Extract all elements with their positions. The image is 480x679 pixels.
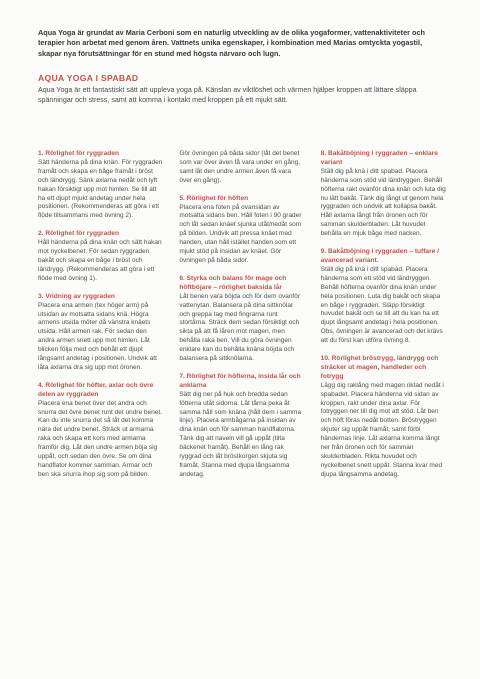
exercise-body: Sätt händerna på dina knän. För ryggraden framåt och skapa en båge framåt i bröst och ländrygg. Sänk axlarna nedåt och lyft hakan försiktigt upp mot himlen. Se till att ha ett djupt mjukt andetag under hela positionen. (Rekommenderas att göra i ett flöde tillsammans med övning 2).: [38, 158, 163, 220]
exercise-body: Lägg dig raklång med magen riktad nedåt i spabadet. Placera händerna vid sidan av kroppen, rakt under dina axlar. För fotryggen ner till dig mot att stöd. Låt ben och höft föras nedåt botten. Bröstryggen skjuter sig uppåt framåt, samt förbi händernas linje. Låt axlarna komma långt ner från öronen och för samman skulderbladen. Rikta huvudet och nyckelbenet snett uppåt. Stanna kvar med djupa långsamma andetag.: [320, 381, 444, 478]
column-2: [179, 150, 304, 489]
exercise-10: [321, 355, 446, 480]
exercise-body: Håll händerna på dina knän och sätt hakan mot nyckelbenet. För sedan ryggraden bakåt och skapa en båge i bröst och ländrygg. (Rekommenderas att göra i ett flöde med övning 1).: [38, 239, 162, 282]
exercise-title: 5. Rörlighet för höften: [179, 194, 249, 202]
section-body: Aqua Yoga är ett fantastiskt sätt att uppleva yoga på. Känslan av viktlöshet och värmen hjälper kroppen att lättare släppa spänningar och stress, samt att komma i kontakt med kroppen på ett mjukt sätt.: [38, 86, 417, 105]
exercise-1: [38, 150, 163, 221]
column-3: [321, 150, 446, 489]
column-1: [38, 150, 163, 489]
exercise-title: 2. Rörlighet för ryggraden: [38, 230, 119, 238]
exercise-4-continued: [179, 150, 304, 186]
exercise-title: 3. Vridning av ryggraden: [38, 292, 115, 300]
exercise-body: Placera ena foten på ovansidan av motsatta sidans ben. Håll foten i 90 grader och låt sedan knäet sjunka utåt/nedåt som på bilden. Undvik att pressa knäet med handen, utan håll istället handen som ett mjukt stöd på insidan av knäet. Gör övningen på båda sidor.: [179, 203, 302, 264]
exercise-2: [38, 230, 163, 283]
exercise-title: 10. Rörlighet bröstrygg, ländrygg och sträcker ut magen, handleder och fotrygg: [320, 355, 439, 380]
exercise-body: Sätt dig ner på huk och bredda sedan fötterna utåt sidorna. Låt tårna peka åt samma håll som knäna (håll dem i samma linje). Placera armbågarna på insidan av dina knän och för samman handflatorna. Tänk dig att naveln vill gå uppåt (tilta bäckenet framåt). Behåll en lång rak ryggrad och låt bröstkorgen skjuta sig framåt. Stanna med djupa långsamma andetag.: [179, 390, 302, 478]
exercise-body: Placera ena benet över det andra och snurra det övre benet runt det undre benet. Kan du inte snurra det så låt det komma nära det undre benet. Sträck ut armarna raka och skapa ett kors med armarna framför dig. Låt den undre armen böja sig uppåt, och sedan den övre. Se om dina handflator kommer samman. Armar och ben ska snurra ihop sig som på bilden.: [38, 399, 162, 478]
exercise-title: 1. Rörlighet för ryggraden: [38, 150, 119, 157]
exercise-body: Ställ dig på knä i ditt spabad. Placera händerna som stöd vid ländryggen. Behåll höfterna rakt ovanför dina knän och luta dig nu lätt bakåt. Tänk dig långt ut genom hela ryggraden och undvik att kollapsa bakåt. Håll axlarna långt från öronen och för samman skulderbladen. Låt huvudet behålla en mjuk båge med nacken.: [320, 167, 446, 238]
exercise-9: [321, 248, 446, 346]
intro-paragraph: Aqua Yoga är grundat av Maria Cerboni som en naturlig utveckling av de olika yogaformer, vattenaktiviteter och terapier hon arbetat med genom åren. Vattnets unika egenskaper, i kombination med Marias omtyckta yogastil, skapar nya förutsättningar för en stund med högsta närvaro och lugn.: [38, 28, 425, 58]
exercise-title: 7. Rörlighet för höfterna, insida lår och anklarna: [179, 372, 301, 389]
exercise-title: 9. Bakåtböjning i ryggraden – tuffare / avancerad variant.: [320, 248, 439, 264]
exercise-7: [179, 373, 304, 480]
section-title: AQUA YOGA I SPABAD: [38, 73, 139, 84]
exercise-5: [179, 195, 304, 266]
exercise-body: Ställ dig på knä i ditt spabad. Placera händerna som ett stöd vid ländryggen. Behåll höfterna ovanför dina knän under hela positionen. Luta dig bakåt och skapa en båge i ryggraden. Släpp försiktigt huvudet bakåt och se till att du kan ha ett djupt långsamt andetag i hela positionen. Obs, övningen är avancerad och det krävs att du först kan utföra övning 8.: [320, 265, 443, 345]
exercise-title: 4. Rörlighet för höfter, axlar och övre delen av ryggraden: [38, 381, 154, 398]
exercise-title: 8. Bakåtböjning i ryggraden – enklare variant: [320, 150, 438, 166]
exercise-4: [38, 382, 163, 480]
exercise-columns: [38, 150, 446, 489]
exercise-body: Placera ena armen (tex höger arm) på utsidan av motsatta sidans knä. Högra armens utsida möter då vänstra knäets utsida. Håll armen rak. För sedan den andra armen snett upp mot himlen. Låt blicken följa med och behåll ett djupt långsamt andetag i positionen. Undvik att låta axlarna dra sig upp mot öronen.: [38, 301, 157, 371]
exercise-body: Låt benen vara böjda och för dem ovanför vattenytan. Balansera på dina sittknölar och greppa tag med fingrarna runt stortårna. Sträck dem sedan försiktigt och sikta på att få låren mot magen, men behålla raka ben. Vill du göra övningen enklare kan du behålla knäna böjda och balansera på sittknölarna.: [179, 292, 301, 363]
exercise-3: [38, 293, 163, 373]
exercise-6: [179, 275, 304, 364]
exercise-body: Gör övningen på båda sidor (låt det benet som var över även få vara under en gång, samt låt den undre armen även få vara över en gång).: [179, 150, 301, 184]
exercise-8: [321, 150, 446, 239]
exercise-title: 6. Styrka och balans för mage och höftböjare – rörlighet baksida lår: [179, 274, 287, 291]
